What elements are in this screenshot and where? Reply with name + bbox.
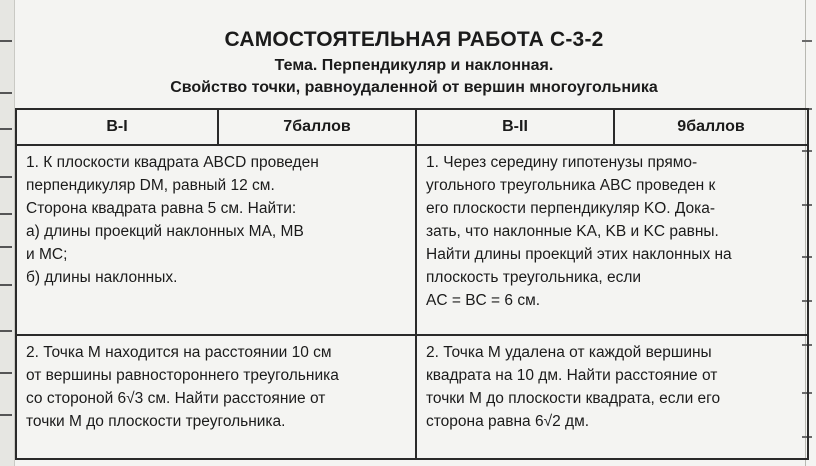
work-topic: Тема. Перпендикуляр и наклонная. [274,57,554,74]
variant-1-task-2: 2. Точка M находится на расстоянии 10 см от вершины равностороннего треугольника со стороной 6√3 см. Найти расстояние от точки M до плоскости треугольника. [16,335,416,459]
margin-line [0,330,12,332]
variants-table [15,108,809,460]
variant-1-name: В-I [16,109,218,145]
table-header-row [16,109,808,145]
variant-2-points: 9баллов [614,109,808,145]
variant-1-points: 7баллов [218,109,416,145]
margin-line [0,213,12,215]
margin-line [0,284,12,286]
margin-line [0,414,12,416]
variant-2-task-2: 2. Точка M удалена от каждой вершины квадрата на 10 дм. Найти расстояние от точки M до плоскости квадрата, если его сторона равна 6√2 дм. [416,335,808,459]
table-row [16,145,808,336]
margin-line [0,246,12,248]
work-subtopic: Свойство точки, равноудаленной от вершин многоугольника [170,79,658,96]
variant-1-task-1: 1. К плоскости квадрата ABCD проведен перпендикуляр DM, равный 12 см. Сторона квадрата равна 5 см. Найти: а) длины проекций наклонных MA, MB и MC; б) длины наклонных. [16,145,416,336]
table-row [16,335,808,459]
margin-line [0,372,12,374]
variant-2-name: В-II [416,109,614,145]
variant-2-task-1: 1. Через середину гипотенузы прямо- угольного треугольника ABC проведен к его плоскости перпендикуляр KO. Дока- зать, что наклонные KA, KB и KC равны. Найти длины проекций этих наклонных на плоскость треугольника, если AC = BC = 6 см. [416,145,808,336]
work-title: САМОСТОЯТЕЛЬНАЯ РАБОТА С-3-2 [224,28,604,51]
margin-line [0,128,12,130]
margin-line [0,176,12,178]
